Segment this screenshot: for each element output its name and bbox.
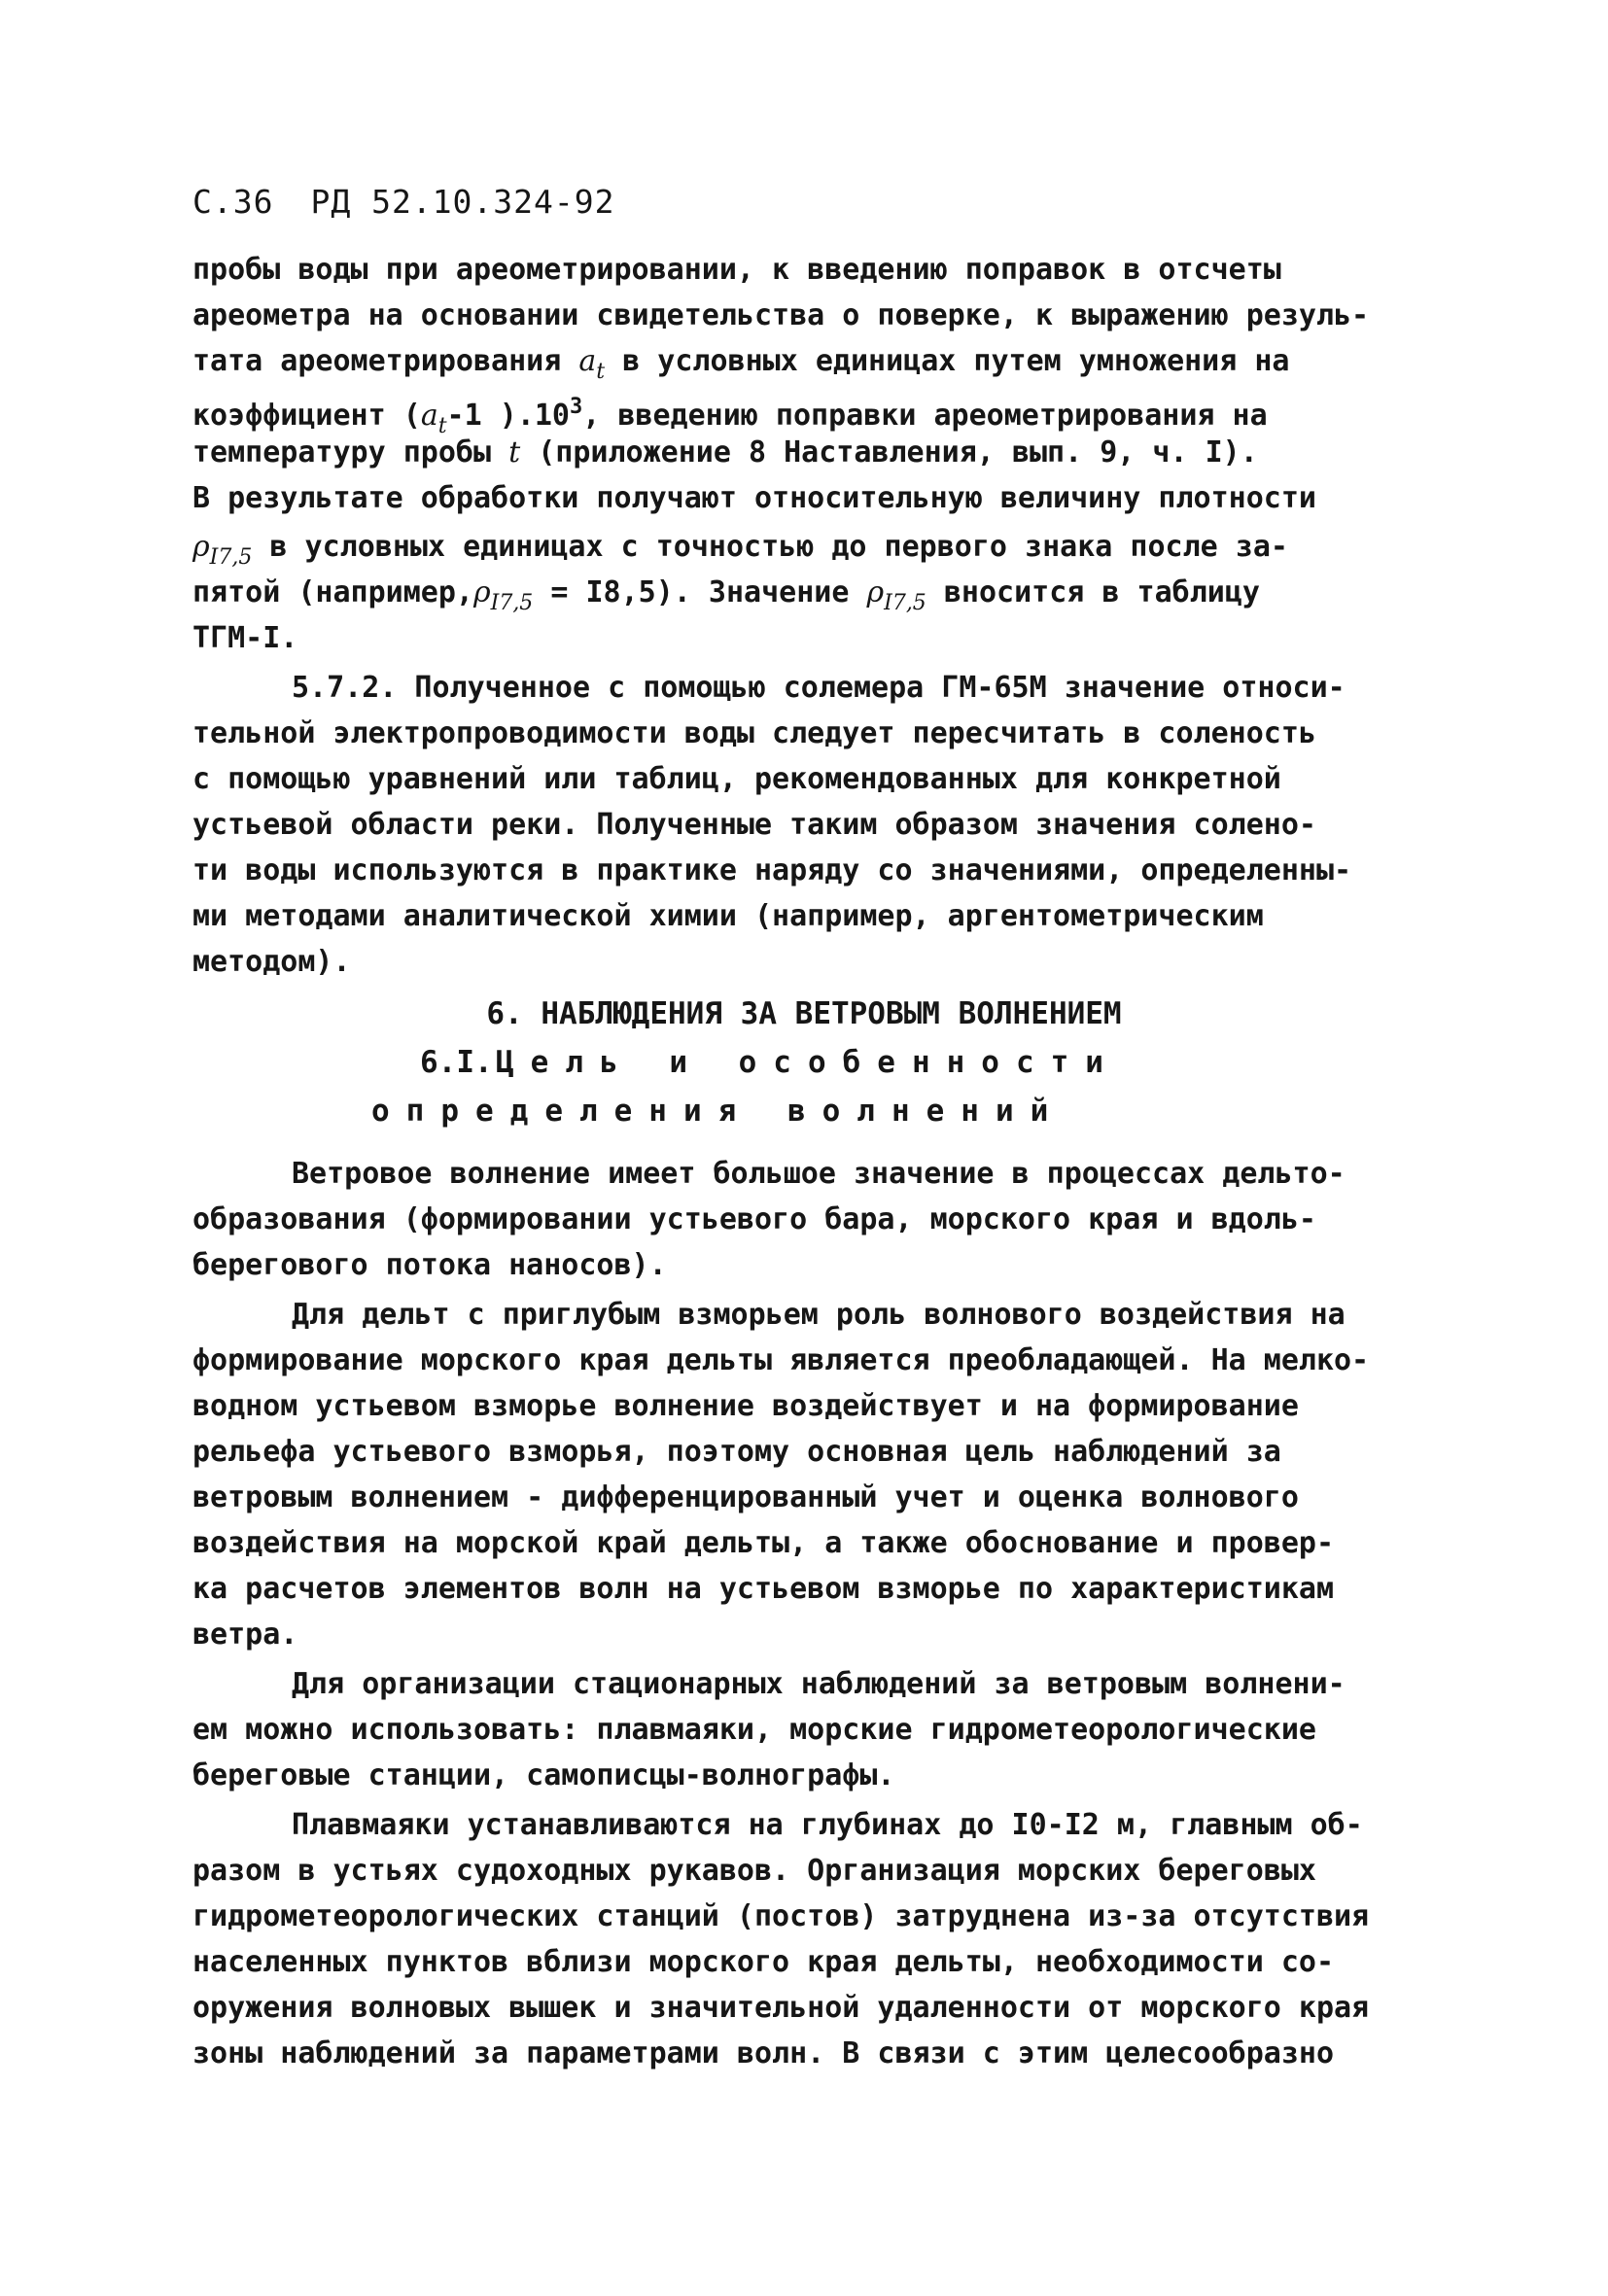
text-line: $\rho_{I7,5}$ в условных единицах с точностью до первого знака после за- bbox=[192, 530, 1288, 570]
text-line: тельной электропроводимости воды следует пересчитать в соленость bbox=[192, 716, 1316, 750]
section-title: 6. НАБЛЮДЕНИЯ ЗА ВЕТРОВЫМ ВОЛНЕНИЕМ bbox=[486, 996, 1122, 1031]
text-line: рельефа устьевого взморья, поэтому основная цель наблюдений за bbox=[192, 1435, 1281, 1469]
paragraph-first-line: 5.7.2. Полученное с помощью солемера ГМ-65М значение относи- bbox=[292, 671, 1346, 705]
symbol-rho: $\rho_{I7,5}$ bbox=[866, 575, 926, 615]
text-line: водном устьевом взморье волнение воздействует и на формирование bbox=[192, 1389, 1299, 1423]
page-header bbox=[192, 183, 652, 221]
subsection-title-line2: определения волнений bbox=[371, 1094, 1066, 1129]
text-line: тата ареометрирования $a_t$ в условных единицах путем умножения на bbox=[192, 344, 1290, 384]
text-line: ти воды используются в практике наряду со значениями, определенны- bbox=[192, 853, 1352, 887]
text-line: берегового потока наносов). bbox=[192, 1248, 667, 1282]
text-line: ветра. bbox=[192, 1618, 298, 1652]
text-line: устьевой области реки. Полученные таким образом значения солено- bbox=[192, 808, 1316, 842]
symbol-a-t: $a_t$ bbox=[420, 399, 447, 438]
subsection-number: 6.I. bbox=[420, 1045, 493, 1080]
text-line: ми методами аналитической химии (например, аргентометрическим bbox=[192, 899, 1264, 933]
paragraph-first-line: Ветровое волнение имеет большое значение в процессах дельто- bbox=[292, 1157, 1346, 1191]
symbol-t: t bbox=[508, 435, 521, 470]
paragraph-first-line: Для дельт с приглубым взморьем роль волнового воздействия на bbox=[292, 1298, 1346, 1332]
text-line: методом). bbox=[192, 945, 351, 979]
text-line: образования (формировании устьевого бара, морского края и вдоль- bbox=[192, 1202, 1316, 1236]
paragraph-first-line: Для организации стационарных наблюдений за ветровым волнени- bbox=[292, 1667, 1346, 1701]
text-line: разом в устьях судоходных рукавов. Организация морских береговых bbox=[192, 1854, 1316, 1888]
paragraph-first-line: Плавмаяки устанавливаются на глубинах до I0-I2 м, главным об- bbox=[292, 1808, 1363, 1842]
doc-code: РД 52.10.324-92 bbox=[310, 183, 615, 221]
symbol-rho: $\rho_{I7,5}$ bbox=[192, 530, 253, 570]
text-line: формирование морского края дельты является преобладающей. На мелко- bbox=[192, 1343, 1370, 1377]
text-line: воздействия на морской край дельты, а также обоснование и провер- bbox=[192, 1526, 1334, 1560]
text-line: зоны наблюдений за параметрами волн. В связи с этим целесообразно bbox=[192, 2036, 1334, 2070]
text-line: ка расчетов элементов волн на устьевом взморье по характеристикам bbox=[192, 1572, 1334, 1606]
text-line: береговые станции, самописцы-волнографы. bbox=[192, 1758, 895, 1792]
text-line: В результате обработки получают относительную величину плотности bbox=[192, 481, 1316, 515]
symbol-rho: $\rho_{I7,5}$ bbox=[472, 575, 534, 615]
text-line: ветровым волнением - дифференцированный учет и оценка волнового bbox=[192, 1480, 1299, 1514]
text-line: с помощью уравнений или таблиц, рекомендованных для конкретной bbox=[192, 762, 1281, 796]
text-line: температуру пробы t (приложение 8 Наставления, вып. 9, ч. I). bbox=[192, 435, 1258, 470]
subsection-title-line1: Цель и особенности bbox=[496, 1045, 1120, 1080]
text-line: пробы воды при ареометрировании, к введению поправок в отсчеты bbox=[192, 253, 1281, 287]
symbol-a-t: $a_t$ bbox=[578, 344, 606, 384]
text-line: пятой $(например,\rho_{I7,5} = I8,5)$. Значение $\rho_{I7,5}$ вносится в таблицу bbox=[192, 575, 1260, 615]
page-number: С.36 bbox=[192, 183, 274, 221]
text-line: ареометра на основании свидетельства о поверке, к выражению резуль- bbox=[192, 298, 1370, 332]
text-line: ТГМ-I. bbox=[192, 621, 298, 655]
text-line: оружения волновых вышек и значительной удаленности от морского края bbox=[192, 1991, 1370, 2025]
text-line: коэффициент ($a_t-1$ )$.10^3$, введению поправки ареометрирования на bbox=[192, 395, 1268, 438]
text-line: населенных пунктов вблизи морского края дельты, необходимости со- bbox=[192, 1945, 1334, 1979]
text-line: ем можно использовать: плавмаяки, морские гидрометеорологические bbox=[192, 1713, 1316, 1747]
text-line: гидрометеорологических станций (постов) затруднена из-за отсутствия bbox=[192, 1899, 1370, 1933]
